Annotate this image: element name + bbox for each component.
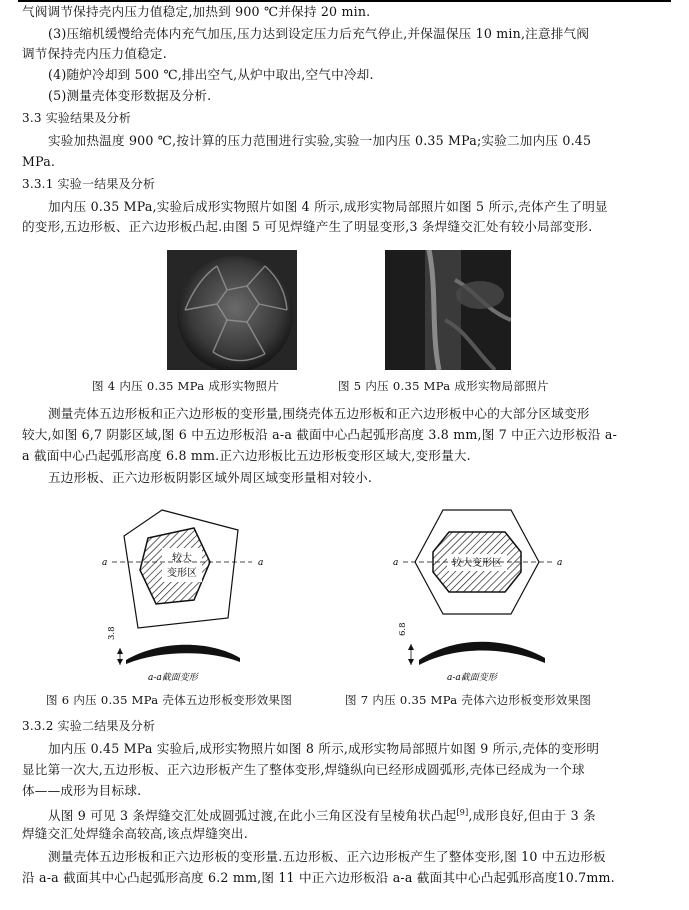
text-line: (4)随炉冷却到 500 ℃,排出空气,从炉中取出,空气中冷却.	[48, 67, 374, 82]
figure6-diagram	[90, 500, 270, 685]
region-label: 较大	[172, 553, 192, 564]
height-label: 3.8	[107, 626, 117, 640]
region-label: 较大变形区	[452, 558, 502, 569]
text-line: 测量壳体五边形板和正六边形板的变形量.五边形板、正六边形板产生了整体变形,图 10 中五边形板	[48, 849, 606, 864]
text-line: 显比第一次大,五边形板、正六边形板产生了整体变形,焊缝纵向已经形成圆弧形,壳体已经成为一个球	[22, 762, 585, 777]
text-line	[22, 803, 667, 826]
figure4-photo	[167, 250, 297, 370]
section-heading: 3.3.1 实验一结果及分析	[22, 177, 156, 191]
text-line: 加内压 0.35 MPa,实验后成形实物照片如图 4 所示,成形实物局部照片如图 5 所示,壳体产生了明显	[48, 199, 608, 214]
section-heading: 3.3 实验结果及分析	[22, 111, 132, 125]
figure6-caption: 图 6 内压 0.35 MPa 壳体五边形板变形效果图	[46, 693, 293, 707]
text-line: 体——成形为目标球.	[22, 783, 142, 798]
figure5-caption: 图 5 内压 0.35 MPa 成形实物局部照片	[338, 379, 549, 393]
text-line: MPa.	[22, 154, 56, 169]
text-line: (5)测量壳体变形数据及分析.	[48, 88, 212, 103]
region-label: 变形区	[167, 568, 197, 579]
text-line: 加内压 0.45 MPa 实验后,成形实物照片如图 8 所示,成形实物局部照片如图 9 所示,壳体的变形明	[48, 741, 600, 756]
text-line: 较大,如图 6,7 阴影区域,图 6 中五边形板沿 a-a 截面中心凸起弧形高度 3.8 mm,图 7 中正六边形板沿 a-	[22, 427, 618, 442]
figure4-caption: 图 4 内压 0.35 MPa 成形实物照片	[92, 379, 280, 393]
figure7-diagram	[385, 500, 570, 685]
text-line: 调节保持壳内压力值稳定.	[22, 46, 167, 61]
text-line: 实验加热温度 900 ℃,按计算的压力范围进行实验,实验一加内压 0.35 MPa;实验二加内压 0.45	[48, 133, 592, 148]
height-label: 6.8	[398, 622, 408, 636]
section-curve	[419, 642, 545, 665]
text-line: 沿 a-a 截面其中心凸起弧形高度 6.2 mm,图 11 中正六边形板沿 a-a 截面其中心凸起弧形高度10.7mm.	[22, 870, 615, 885]
text-line: a 截面中心凸起弧形高度 6.8 mm.正六边形板比五边形板变形区域大,变形量大.	[22, 448, 471, 463]
section-label-a: a	[393, 558, 399, 568]
section-caption: a-a截面变形	[447, 673, 497, 683]
figure7-caption: 图 7 内压 0.35 MPa 壳体六边形板变形效果图	[345, 693, 592, 707]
text-span: ,成形良好,但由于 3 条	[468, 808, 596, 824]
section-curve	[126, 645, 240, 664]
text-line: (3)压缩机缓慢给壳体内充气加压,压力达到设定压力后充气停止,并保温保压 10 min,注意排气阀	[48, 26, 590, 41]
section-label-a: a	[258, 558, 264, 568]
text-span: 从图 9 可见 3 条焊缝交汇处成圆弧过渡,在此小三角区没有呈棱角状凸起	[48, 808, 457, 824]
section-label-a: a	[102, 558, 108, 568]
section-caption: a-a截面变形	[148, 673, 198, 683]
citation-ref: [9]	[456, 808, 469, 817]
text-line: 测量壳体五边形板和正六边形板的变形量,围绕壳体五边形板和正六边形板中心的大部分区域变形	[48, 406, 590, 421]
section-label-a: a	[557, 558, 563, 568]
figure5-photo	[385, 250, 511, 370]
text-line: 气阀调节保持壳内压力值稳定,加热到 900 ℃并保持 20 min.	[22, 4, 371, 19]
text-line: 五边形板、正六边形板阴影区域外周区域变形量相对较小.	[48, 470, 373, 485]
section-heading: 3.3.2 实验二结果及分析	[22, 719, 156, 733]
text-line: 焊缝交汇处焊缝余高较高,该点焊缝突出.	[22, 826, 248, 841]
text-line: 的变形,五边形板、正六边形板凸起.由图 5 可见焊缝产生了明显变形,3 条焊缝交汇处有较小局部变形.	[22, 219, 593, 234]
